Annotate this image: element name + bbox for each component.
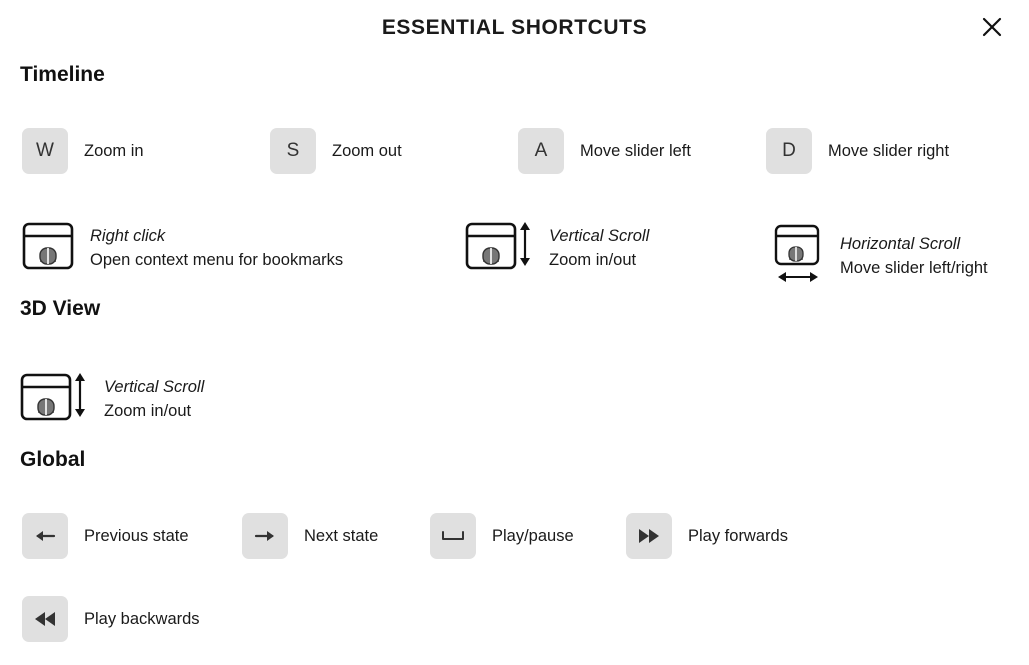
shortcut-action: Right click <box>90 226 166 245</box>
close-icon[interactable] <box>975 10 1009 44</box>
rewind-icon[interactable] <box>22 596 68 642</box>
shortcut-text <box>549 225 649 273</box>
shortcut-label: Move slider left <box>580 141 691 160</box>
shortcut-desc: Move slider left/right <box>840 258 988 277</box>
shortcut-play-backwards[interactable] <box>22 596 200 642</box>
shortcut-label: Zoom in <box>84 141 144 160</box>
shortcut-label: Move slider right <box>828 141 950 160</box>
shortcut-horizontal-scroll-timeline[interactable] <box>770 222 988 291</box>
section-title-3d-view: 3D View <box>20 297 101 320</box>
global-keys-row-2 <box>22 596 200 642</box>
shortcut-label: Zoom out <box>332 141 402 160</box>
shortcut-zoom-out[interactable] <box>270 128 518 174</box>
keycap-d[interactable]: D <box>766 128 812 174</box>
shortcut-desc: Zoom in/out <box>549 250 637 269</box>
shortcut-text <box>90 225 343 273</box>
arrow-left-icon[interactable] <box>22 513 68 559</box>
shortcut-label: Play backwards <box>84 609 200 628</box>
mouse-vertical-scroll-icon <box>20 369 90 430</box>
shortcut-move-slider-right[interactable] <box>766 128 949 174</box>
shortcut-label: Next state <box>304 526 379 545</box>
spacebar-icon[interactable] <box>430 513 476 559</box>
mouse-vertical-scroll-icon <box>465 218 535 279</box>
mouse-horizontal-scroll-icon <box>770 222 826 291</box>
shortcut-desc: Zoom in/out <box>104 401 192 420</box>
section-title-timeline: Timeline <box>20 63 105 86</box>
shortcut-text <box>840 233 988 281</box>
keycap-w[interactable]: W <box>22 128 68 174</box>
shortcut-vertical-scroll-timeline[interactable] <box>465 218 649 279</box>
dialog-title-bar <box>20 0 1009 56</box>
shortcut-move-slider-left[interactable] <box>518 128 766 174</box>
fast-forward-icon[interactable] <box>626 513 672 559</box>
shortcut-vertical-scroll-3d[interactable] <box>20 369 204 430</box>
timeline-keys-row <box>22 128 949 174</box>
shortcut-right-click[interactable] <box>20 218 343 279</box>
shortcut-play-pause[interactable] <box>430 513 626 559</box>
keycap-a[interactable]: A <box>518 128 564 174</box>
shortcut-text <box>104 376 204 424</box>
shortcut-play-forwards[interactable] <box>626 513 788 559</box>
mouse-right-click-icon <box>20 218 76 279</box>
page-title: ESSENTIAL SHORTCUTS <box>381 16 648 39</box>
shortcut-next-state[interactable] <box>242 513 430 559</box>
arrow-right-icon[interactable] <box>242 513 288 559</box>
shortcut-action: Horizontal Scroll <box>840 234 961 253</box>
section-title-global: Global <box>20 448 86 471</box>
shortcut-label: Play/pause <box>492 526 574 545</box>
shortcut-label: Play forwards <box>688 526 788 545</box>
global-keys-row-1 <box>22 513 788 559</box>
shortcut-previous-state[interactable] <box>22 513 242 559</box>
shortcut-action: Vertical Scroll <box>104 377 205 396</box>
shortcut-zoom-in[interactable] <box>22 128 270 174</box>
shortcut-desc: Open context menu for bookmarks <box>90 250 344 269</box>
shortcut-action: Vertical Scroll <box>549 226 650 245</box>
shortcut-label: Previous state <box>84 526 189 545</box>
keycap-s[interactable]: S <box>270 128 316 174</box>
